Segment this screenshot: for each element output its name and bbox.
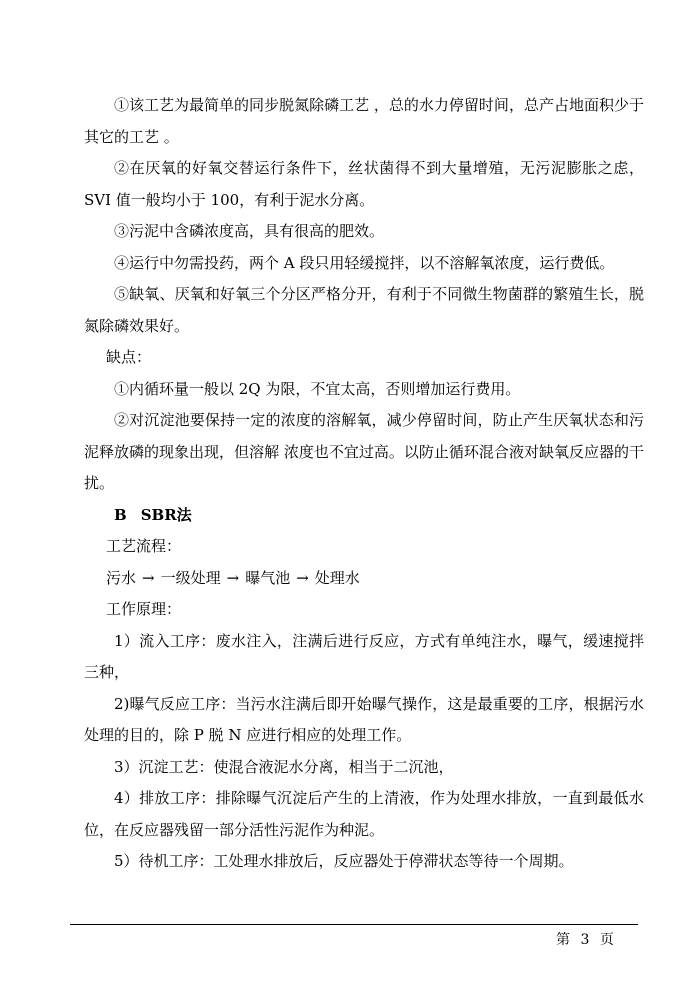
principle-paragraph-3: 3）沉淀工艺：使混合液泥水分离，相当于二沉池， (114, 757, 454, 776)
section-heading (84, 500, 644, 532)
section-letter: B (114, 505, 127, 524)
disadvantage-paragraph-2: ②对沉淀池要保持一定的浓度的溶解氧，减少停留时间，防止产生厌氧状态和污泥释放磷的现象出现，但溶解 浓度也不宜过高。以防止循环混合液对缺氧反应器的干扰。 (84, 411, 644, 492)
disadvantages-label: 缺点： (106, 348, 152, 366)
flow-step-2: 一级处理 (160, 568, 221, 587)
page-number (556, 929, 614, 949)
advantage-paragraph-3: ③污泥中含磷浓度高，具有很高的肥效。 (114, 222, 385, 240)
footer-divider (70, 924, 638, 925)
advantage-paragraph-5: ⑤缺氧、厌氧和好氧三个分区严格分开，有利于不同微生物菌群的繁殖生长，脱氮除磷效果好。 (84, 285, 644, 335)
process-flow-label: 工艺流程： (106, 537, 182, 555)
flow-arrow-icon: → (296, 568, 309, 587)
process-flow (84, 563, 644, 595)
flow-arrow-icon: → (226, 568, 240, 587)
section-title: SBR法 (140, 505, 192, 524)
flow-step-4: 处理水 (314, 568, 360, 587)
principle-label: 工作原理： (106, 600, 182, 618)
advantage-paragraph-1: ①该工艺为最简单的同步脱氮除磷工艺 ，总的水力停留时间，总产占地面积少于其它的工艺 。 (84, 96, 644, 146)
flow-step-3: 曝气池 (245, 568, 291, 587)
page-prefix: 第 (556, 932, 570, 948)
advantage-paragraph-4: ④运行中勿需投药，两个 A 段只用轻缓搅拌，以不溶解氧浓度，运行费低。 (114, 253, 615, 272)
principle-paragraph-1: 1）流入工序：废水注入，注满后进行反应，方式有单纯注水，曝气，缓速搅拌三种， (84, 631, 644, 681)
disadvantage-paragraph-1: ①内循环量一般以 2Q 为限，不宜太高，否则增加运行费用。 (114, 379, 521, 398)
principle-paragraph-4: 4）排放工序：排除曝气沉淀后产生的上清液，作为处理水排放，一直到最低水位，在反应器残留一部分活性污泥作为种泥。 (84, 789, 644, 839)
advantage-paragraph-2: ②在厌氧的好氧交替运行条件下，丝状菌得不到大量增殖，无污泥膨胀之虑，SVI 值一般均小于 100，有利于泥水分离。 (84, 159, 644, 209)
flow-arrow-icon: → (142, 568, 155, 587)
page-suffix: 页 (599, 932, 614, 948)
page-number-value: 3 (580, 932, 590, 948)
principle-paragraph-2: 2)曝气反应工序：当污水注满后即开始曝气操作，这是最重要的工序，根据污水处理的目的，除 P 脱 N 应进行相应的处理工作。 (84, 694, 644, 744)
principle-paragraph-5: 5）待机工序：工处理水排放后，反应器处于停滞状态等待一个周期。 (114, 852, 574, 870)
flow-step-1: 污水 (106, 568, 137, 587)
document-body (84, 90, 644, 878)
